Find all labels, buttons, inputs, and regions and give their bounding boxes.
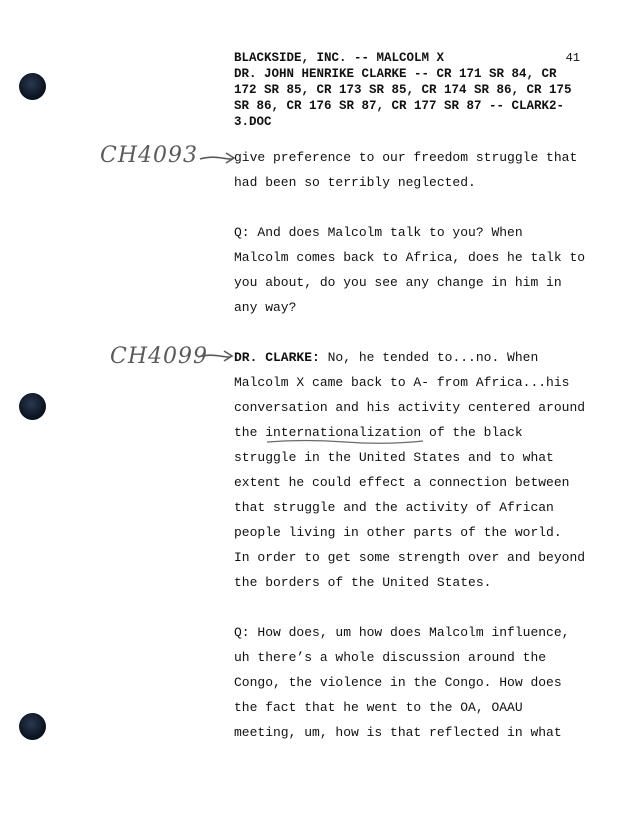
text-line: had been so terribly neglected. <box>234 175 476 190</box>
question-line: Q: And does Malcolm talk to you? When <box>234 225 523 240</box>
page-number: 41 <box>565 51 580 65</box>
handwritten-timecode-1: CH4093 <box>100 143 199 168</box>
answer-line: struggle in the United States and to what <box>234 450 554 465</box>
question-line: uh there’s a whole discussion around the <box>234 650 547 665</box>
header-line-3: 172 SR 85, CR 173 SR 85, CR 174 SR 86, CR 175 <box>234 83 572 97</box>
header-line-4: SR 86, CR 176 SR 87, CR 177 SR 87 -- CLARK2- <box>234 99 565 113</box>
question-line: Malcolm comes back to Africa, does he talk to <box>234 250 586 265</box>
binder-hole-bottom <box>19 713 46 740</box>
header-title: BLACKSIDE, INC. -- MALCOLM X <box>234 51 445 65</box>
text-line: give preference to our freedom struggle that <box>234 150 578 165</box>
speaker-label: DR. CLARKE: <box>234 350 320 365</box>
document-header <box>234 50 580 130</box>
answer-line: conversation and his activity centered around <box>234 400 586 415</box>
handwritten-timecode-2: CH4099 <box>110 344 209 369</box>
question-line: Q: How does, um how does Malcolm influence, <box>234 625 570 640</box>
answer-line: In order to get some strength over and beyond <box>234 550 586 565</box>
answer-line: people living in other parts of the world. <box>234 525 562 540</box>
question-line: meeting, um, how is that reflected in what <box>234 725 562 740</box>
answer-text: No, he tended to...no. When <box>319 350 539 365</box>
binder-hole-top <box>19 73 46 100</box>
answer-line: the internationalization of the black <box>234 425 523 440</box>
question-line: Congo, the violence in the Congo. How does <box>234 675 562 690</box>
header-line-5: 3.DOC <box>234 115 272 129</box>
handwritten-arrow-icon <box>198 150 238 166</box>
handwritten-arrow-icon <box>196 348 236 364</box>
question-line: any way? <box>234 300 297 315</box>
binder-hole-middle <box>19 393 46 420</box>
question-line: the fact that he went to the OA, OAAU <box>234 700 523 715</box>
answer-line: extent he could effect a connection between <box>234 475 570 490</box>
answer-line: that struggle and the activity of African <box>234 500 554 515</box>
header-line-2: DR. JOHN HENRIKE CLARKE -- CR 171 SR 84, CR <box>234 67 557 81</box>
answer-line <box>234 345 594 370</box>
answer-line: Malcolm X came back to A- from Africa...his <box>234 375 570 390</box>
question-line: you about, do you see any change in him in <box>234 275 562 290</box>
answer-line: the borders of the United States. <box>234 575 492 590</box>
